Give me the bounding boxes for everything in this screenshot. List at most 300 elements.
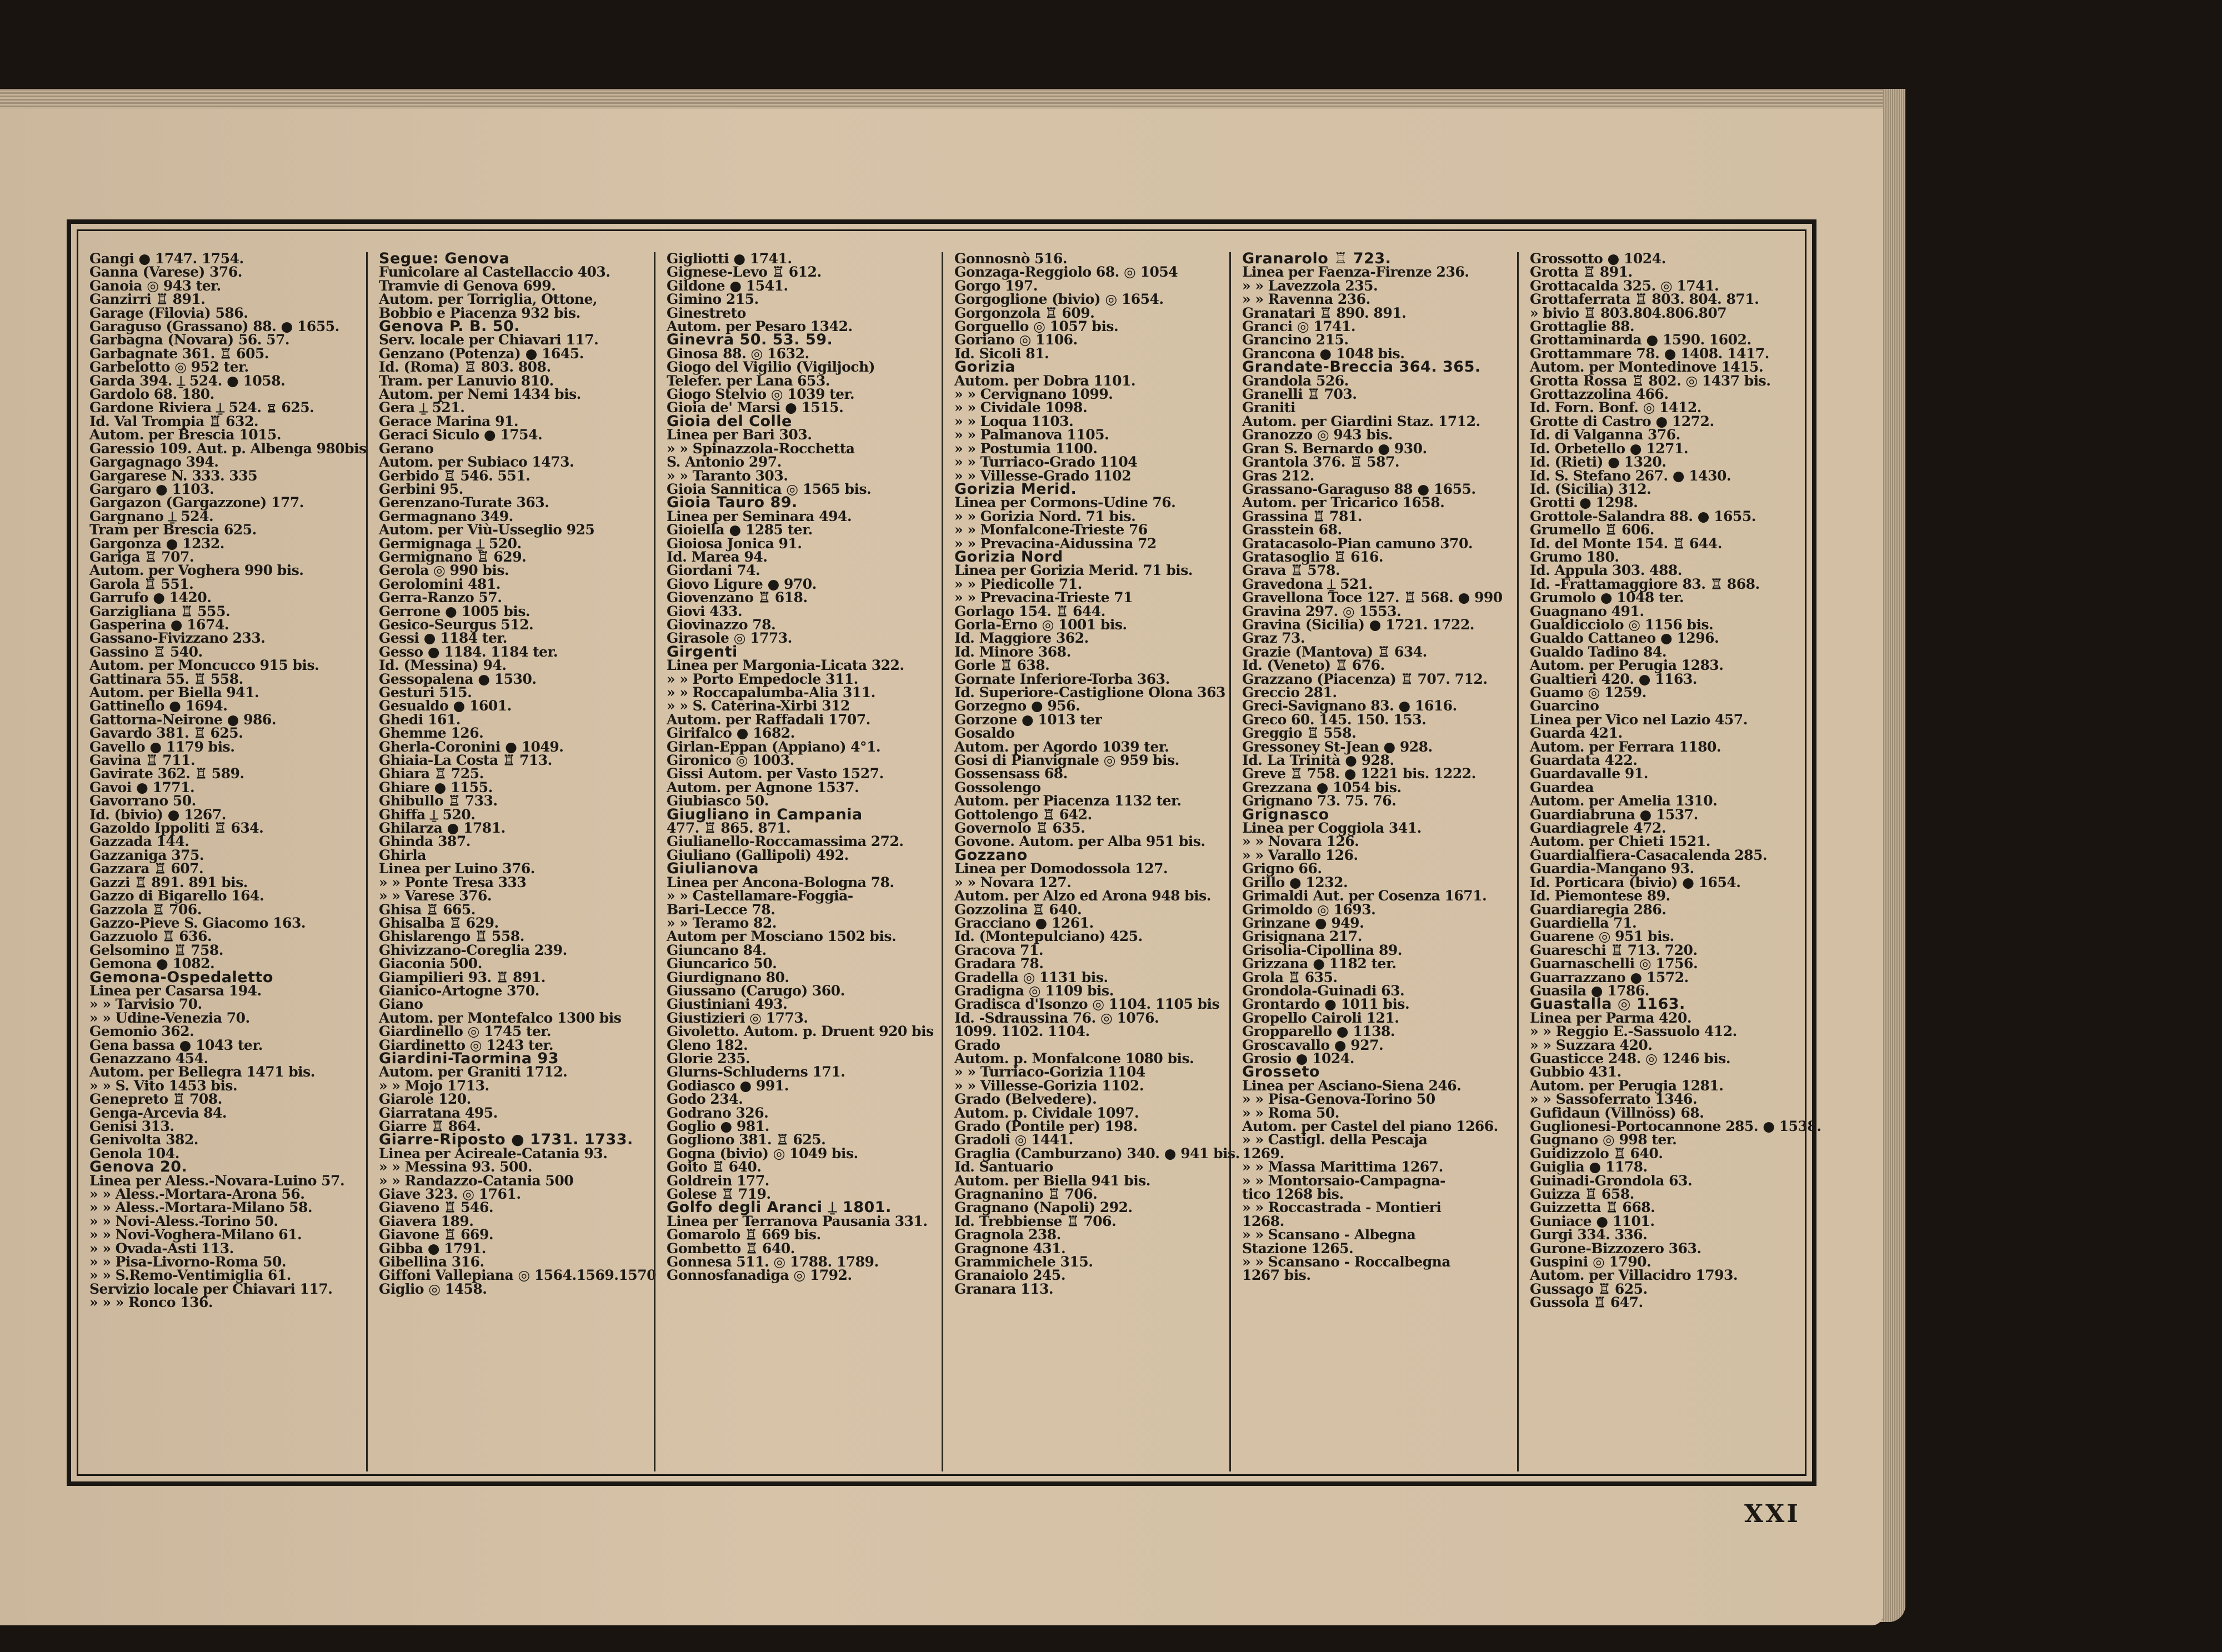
index-entry: Gracova 71. (954, 942, 1044, 958)
index-entry: Ginosa 88. ◎ 1632. (667, 345, 809, 362)
index-entry: Ginevra 50. 53. 59. (667, 331, 833, 349)
index-entry: Guspini ◎ 1790. (1530, 1254, 1652, 1270)
index-entry: Gargazon (Gargazzone) 177. (89, 494, 304, 511)
index-entry: 1268. (1242, 1213, 1284, 1229)
index-entry: 1267 bis. (1242, 1267, 1311, 1284)
index-entry: Tram. per Lanuvio 810. (379, 372, 554, 389)
index-entry: Id. Val Trompia ♖ 632. (89, 413, 259, 429)
index-entry: » » Varallo 126. (1242, 847, 1358, 863)
index-entry: Godrano 326. (667, 1104, 769, 1121)
index-entry: Grottammare 78. ● 1408. 1417. (1530, 345, 1769, 362)
index-column-1 (78, 251, 367, 1471)
index-entry: Garage (Filovia) 586. (89, 304, 248, 321)
index-entry: Guarrazzano ● 1572. (1530, 969, 1689, 985)
index-entry: Grancona ● 1048 bis. (1242, 345, 1405, 362)
index-entry: Autom. per Torriglia, Ottone, (379, 291, 598, 308)
index-entry: » » Spinazzola-Rocchetta (667, 440, 855, 457)
index-entry: Grizzana ● 1182 ter. (1242, 955, 1397, 972)
index-entry: Grotti ● 1298. (1530, 494, 1638, 511)
index-entry: Autom. per Villacidro 1793. (1530, 1267, 1738, 1284)
index-entry: Id. -Frattamaggiore 83. ♖ 868. (1530, 575, 1760, 592)
index-entry: Gargagnago 394. (89, 454, 219, 470)
index-entry: Giaveno ♖ 546. (379, 1199, 494, 1216)
index-entry: Gugnano ◎ 998 ter. (1530, 1132, 1677, 1148)
index-entry: Groscavallo ● 927. (1242, 1037, 1384, 1053)
index-entry: Gradara 78. (954, 955, 1044, 972)
index-entry: Guiglia ● 1178. (1530, 1159, 1648, 1175)
index-entry: Genzano (Potenza) ● 1645. (379, 345, 584, 362)
index-entry: Graz 73. (1242, 630, 1305, 647)
index-entry: Ganoia ◎ 943 ter. (89, 277, 221, 294)
index-entry: Girasole ◎ 1773. (667, 630, 792, 647)
index-entry: Gogna (bivio) ◎ 1049 bis. (667, 1145, 858, 1162)
index-entry: Giarre-Riposto ● 1731. 1733. (379, 1131, 633, 1149)
index-entry: Guardea (1530, 779, 1594, 795)
index-entry: Grantola 376. ♖ 587. (1242, 454, 1400, 470)
index-entry: Guardiella 71. (1530, 914, 1637, 931)
index-entry: » » Ponte Tresa 333 (379, 874, 527, 890)
index-entry: Glurns-Schluderns 171. (667, 1064, 845, 1080)
index-entry: Giulianello-Roccamassima 272. (667, 833, 904, 850)
index-entry: » » Pisa-Genova-Torino 50 (1242, 1091, 1435, 1108)
index-entry: Grignano 73. 75. 76. (1242, 793, 1397, 809)
index-entry: Guarcino (1530, 698, 1599, 714)
index-entry: Giano (379, 996, 423, 1013)
index-entry: Bari-Lecce 78. (667, 901, 775, 918)
index-entry: Grava ♖ 578. (1242, 562, 1340, 579)
index-entry: » » S. Vito 1453 bis. (89, 1077, 238, 1094)
index-entry: Governolo ♖ 635. (954, 820, 1085, 837)
index-entry: Gragnanino ♖ 706. (954, 1186, 1098, 1203)
index-entry: Id. S. Stefano 267. ● 1430. (1530, 467, 1731, 484)
index-entry: Gonnosnò 516. (954, 251, 1068, 267)
index-entry: Guizza ♖ 658. (1530, 1186, 1634, 1203)
index-entry: Giubiasco 50. (667, 793, 769, 809)
index-entry: Gianico-Artogne 370. (379, 982, 539, 999)
index-entry: Grondola-Guinadi 63. (1242, 982, 1405, 999)
index-entry: Giuncano 84. (667, 942, 767, 958)
index-entry: Gragnone 431. (954, 1240, 1066, 1256)
index-entry: Giardini-Taormina 93 (379, 1049, 559, 1067)
index-entry: Gran S. Bernardo ● 930. (1242, 440, 1427, 457)
index-entry: » » Teramo 82. (667, 914, 777, 931)
index-entry: Genova P. B. 50. (379, 318, 521, 336)
page-fore-edge (1883, 89, 1905, 1622)
index-entry: » bivio ♖ 803.804.806.807 (1530, 304, 1727, 321)
index-entry: Grola ♖ 635. (1242, 969, 1338, 985)
index-entry: Autom. p. Cividale 1097. (954, 1104, 1139, 1121)
index-entry: Id. (Rieti) ● 1320. (1530, 454, 1666, 470)
index-entry: Gosi di Pianvignale ◎ 959 bis. (954, 752, 1179, 769)
index-entry: Grado (Belvedere). (954, 1091, 1097, 1108)
index-entry: Id. Porticara (bivio) ● 1654. (1530, 874, 1741, 890)
index-entry: Gena bassa ● 1043 ter. (89, 1037, 263, 1053)
index-entry: » » Loqua 1103. (954, 413, 1074, 429)
index-entry: Autom. per Biella 941 bis. (954, 1172, 1150, 1189)
index-entry: Govone. Autom. per Alba 951 bis. (954, 833, 1205, 850)
index-entry: Granatari ♖ 890. 891. (1242, 304, 1407, 321)
index-entry: Gignese-Levo ♖ 612. (667, 264, 822, 281)
index-entry: Grigno 66. (1242, 860, 1322, 877)
index-entry: » » Aless.-Mortara-Arona 56. (89, 1186, 305, 1203)
index-entry: Guizzetta ♖ 668. (1530, 1199, 1655, 1216)
index-entry: Gussola ♖ 647. (1530, 1294, 1643, 1311)
index-entry: Guglionesi-Portocannone 285. ● 1538. (1530, 1118, 1821, 1134)
index-entry: Gibba ● 1791. (379, 1240, 487, 1256)
index-entry: 1269. (1242, 1145, 1284, 1162)
index-entry: Gavirate 362. ♖ 589. (89, 765, 244, 782)
index-entry: Gerbido ♖ 546. 551. (379, 467, 531, 484)
index-entry: Tram per Brescia 625. (89, 522, 257, 538)
index-entry: Id. Appula 303. 488. (1530, 562, 1682, 579)
index-entry: Id. La Trinità ● 928. (1242, 752, 1394, 769)
index-entry: Autom. per Giardini Staz. 1712. (1242, 413, 1480, 429)
index-entry: Gravedona ⍊ 521. (1242, 575, 1373, 592)
index-entry: Guareschi ♖ 713. 720. (1530, 942, 1698, 958)
index-entry: » » Prevacina-Aidussina 72 (954, 535, 1157, 552)
index-entry: Gemona ● 1082. (89, 955, 215, 972)
index-entry: Autom. per Brescia 1015. (89, 427, 282, 443)
index-entry: Serv. locale per Chiavari 117. (379, 332, 599, 348)
index-entry: Tramvie di Genova 699. (379, 277, 556, 294)
index-entry: Grado (954, 1037, 1000, 1053)
index-entry: Autom. per Viù-Usseglio 925 (379, 522, 595, 538)
index-entry: » » Novara 127. (954, 874, 1072, 890)
index-entry: Gogliono 381. ♖ 625. (667, 1132, 826, 1148)
index-entry: Funicolare al Castellaccio 403. (379, 264, 610, 281)
index-entry: » » Suzzara 420. (1530, 1037, 1653, 1053)
index-entry: » » Reggio E.-Sassuolo 412. (1530, 1023, 1737, 1040)
index-entry: » » Tarvisio 70. (89, 996, 202, 1013)
index-entry: Gargarese N. 333. 335 (89, 467, 258, 484)
index-entry: » » Randazzo-Catania 500 (379, 1172, 574, 1189)
index-entry: Gemonio 362. (89, 1023, 194, 1040)
index-entry: Guniace ● 1101. (1530, 1213, 1655, 1229)
index-entry: Gavello ● 1179 bis. (89, 738, 235, 755)
index-entry: Gorla-Erno ◎ 1001 bis. (954, 616, 1127, 633)
index-entry: Grumolo ● 1048 ter. (1530, 589, 1684, 606)
index-column-5 (1229, 250, 1503, 1471)
index-entry: Giardinello ◎ 1745 ter. (379, 1023, 551, 1040)
index-entry: Golese ♖ 719. (667, 1186, 771, 1203)
index-entry: Gioiosa Jonica 91. (667, 535, 802, 552)
index-entry: » » Gorizia Nord. 71 bis. (954, 508, 1136, 524)
index-entry: 1099. 1102. 1104. (954, 1023, 1090, 1040)
index-entry: Gorizia (954, 358, 1015, 376)
index-entry: Gessi ● 1184 ter. (379, 630, 507, 647)
index-entry: Gerolomini 481. (379, 575, 501, 592)
index-entry: Grontardo ● 1011 bis. (1242, 996, 1410, 1013)
index-entry: Ghislarengo ♖ 558. (379, 928, 524, 945)
index-entry: Gorle ♖ 638. (954, 657, 1050, 674)
index-entry: » » Udine-Venezia 70. (89, 1009, 250, 1026)
index-entry: » » Villesse-Gorizia 1102. (954, 1077, 1144, 1094)
index-entry: Ganna (Varese) 376. (89, 264, 242, 281)
index-entry: Ganzirri ♖ 891. (89, 291, 206, 308)
index-entry: Gracciano ● 1261. (954, 914, 1094, 931)
index-entry: Garbagnate 361. ♖ 605. (89, 345, 269, 362)
index-entry: Gerace Marina 91. (379, 413, 519, 429)
index-entry: Grisolia-Cipollina 89. (1242, 942, 1402, 958)
index-entry: Autom. per Agordo 1039 ter. (954, 738, 1169, 755)
index-entry: Id. -Sdraussina 76. ◎ 1076. (954, 1009, 1159, 1026)
index-entry: Guagnano 491. (1530, 603, 1644, 619)
index-entry: Granci ◎ 1741. (1242, 318, 1356, 335)
index-entry: Linea per Terranova Pausania 331. (667, 1213, 928, 1229)
index-entry: Gualdicciolo ◎ 1156 bis. (1530, 616, 1714, 633)
index-entry: Gioia de' Marsi ● 1515. (667, 399, 844, 416)
index-entry: Gioiella ● 1285 ter. (667, 522, 813, 538)
index-entry: Ghisalba ♖ 629. (379, 914, 499, 931)
index-entry: Autom. per Amelia 1310. (1530, 793, 1718, 809)
index-entry: Girgenti (667, 643, 738, 660)
index-entry: Ghiaia-La Costa ♖ 713. (379, 752, 552, 769)
index-entry: Giarratana 495. (379, 1104, 498, 1121)
index-entry: Ghivizzano-Coreglia 239. (379, 942, 567, 958)
index-entry: Grassano-Garaguso 88 ● 1655. (1242, 480, 1476, 497)
index-entry: Gossolengo (954, 779, 1041, 795)
index-entry: Genisi 313. (89, 1118, 174, 1134)
index-entry: Giffoni Vallepiana ◎ 1564.1569.1570 (379, 1267, 657, 1284)
index-entry: Guardavalle 91. (1530, 765, 1648, 782)
index-entry: Grazie (Mantova) ♖ 634. (1242, 643, 1427, 660)
index-entry: Guardia-Mangano 93. (1530, 860, 1694, 877)
index-entry: Guarene ◎ 951 bis. (1530, 928, 1674, 945)
index-entry: Grandola 526. (1242, 372, 1349, 389)
index-entry: Giuncarico 50. (667, 955, 777, 972)
index-entry: » » Scansano - Albegna (1242, 1227, 1416, 1243)
index-entry: Gualdo Cattaneo ● 1296. (1530, 630, 1719, 647)
index-entry: Id. (bivio) ● 1267. (89, 806, 226, 823)
index-entry: tico 1268 bis. (1242, 1186, 1344, 1203)
index-entry: Gironico ◎ 1003. (667, 752, 794, 769)
index-entry: Guidizzolo ♖ 640. (1530, 1145, 1663, 1162)
index-entry: Id. di Valganna 376. (1530, 427, 1680, 443)
index-entry: Giglio ◎ 1458. (379, 1280, 487, 1297)
index-entry: Giardinetto ◎ 1243 ter. (379, 1037, 554, 1053)
index-entry: » » Castellamare-Foggia- (667, 888, 853, 904)
index-entry: Gariga ♖ 707. (89, 548, 194, 565)
index-entry: Grillo ● 1232. (1242, 874, 1348, 890)
index-entry: Gorguello ◎ 1057 bis. (954, 318, 1119, 335)
index-entry: Ghiara ♖ 725. (379, 765, 484, 782)
index-entry: Gazzola ♖ 706. (89, 901, 202, 918)
index-entry: Autom. per Biella 941. (89, 684, 259, 700)
index-entry: Grottaglie 88. (1530, 318, 1635, 335)
index-entry: Giustiniani 493. (667, 996, 788, 1013)
index-entry: Gussago ♖ 625. (1530, 1280, 1648, 1297)
index-entry: Gorgo 197. (954, 277, 1038, 294)
index-entry: Gavoi ● 1771. (89, 779, 195, 795)
index-entry: Goglio ● 981. (667, 1118, 769, 1134)
index-entry: Grimaldi Aut. per Cosenza 1671. (1242, 888, 1487, 904)
index-entry: » » Villesse-Grado 1102 (954, 467, 1132, 484)
index-entry: Granarolo ♖ 723. (1242, 250, 1392, 267)
index-entry: Graniti (1242, 399, 1295, 416)
index-entry: Grado (Pontile per) 198. (954, 1118, 1138, 1134)
index-entry: Gardone Riviera ⍊ 524. ♖ 625. (89, 399, 314, 416)
index-entry: » » Lavezzola 235. (1242, 277, 1378, 294)
index-entry: Gropparello ● 1138. (1242, 1023, 1395, 1040)
index-entry: Guastalla ◎ 1163. (1530, 995, 1685, 1013)
index-entry: » » Montorsaio-Campagna- (1242, 1172, 1445, 1189)
index-entry: Id. (Messina) 94. (379, 657, 507, 674)
index-entry: » » S. Caterina-Xirbi 312 (667, 698, 850, 714)
page-number: XXI (1744, 1500, 1800, 1528)
index-entry: Gazzi ♖ 891. 891 bis. (89, 874, 248, 890)
index-entry: Gonnosfanadiga ◎ 1792. (667, 1267, 852, 1284)
index-entry: Gangi ● 1747. 1754. (89, 251, 244, 267)
index-entry: Giovinazzo 78. (667, 616, 776, 633)
index-entry: Gibellina 316. (379, 1254, 484, 1270)
index-entry: Grammichele 315. (954, 1254, 1093, 1270)
index-entry: Gratacasolo-Pian camuno 370. (1242, 535, 1473, 552)
index-entry: Gherla-Coronini ● 1049. (379, 738, 564, 755)
index-entry: Grosseto (1242, 1063, 1320, 1081)
index-entry: Giussano (Carugo) 360. (667, 982, 845, 999)
index-entry: Germignano ♖ 629. (379, 548, 527, 565)
index-entry: Gorgonzola ♖ 609. (954, 304, 1095, 321)
index-entry: Guardiagrele 472. (1530, 820, 1666, 837)
index-entry: Gufidaun (Villnöss) 68. (1530, 1104, 1704, 1121)
index-entry: Giovo Ligure ● 970. (667, 575, 817, 592)
index-entry: Granozzo ◎ 943 bis. (1242, 427, 1393, 443)
index-entry: Gorzegno ● 956. (954, 698, 1080, 714)
index-entry: Gradisca d'Isonzo ◎ 1104. 1105 bis (954, 996, 1220, 1013)
index-entry: » » Varese 376. (379, 888, 492, 904)
index-entry: Gazzo di Bigarello 164. (89, 888, 264, 904)
index-entry: Linea per Seminara 494. (667, 508, 852, 524)
index-entry: Grotta Rossa ♖ 802. ◎ 1437 bis. (1530, 372, 1771, 389)
index-entry: Gazzara ♖ 607. (89, 860, 204, 877)
index-entry: Giave 323. ◎ 1761. (379, 1186, 521, 1203)
index-entry: Garessio 109. Aut. p. Albenga 980bis (89, 440, 367, 457)
index-entry: Garzigliana ♖ 555. (89, 603, 231, 619)
index-entry: Gravina 297. ◎ 1553. (1242, 603, 1402, 619)
index-entry: Gualdo Tadino 84. (1530, 643, 1667, 660)
index-entry: Grottazzolina 466. (1530, 386, 1669, 403)
index-entry: Gras 212. (1242, 467, 1314, 484)
index-entry: Greccio 281. (1242, 684, 1337, 700)
index-entry: Granelli ♖ 703. (1242, 386, 1357, 403)
index-entry: Granara 113. (954, 1280, 1054, 1297)
index-entry: » » Turriaco-Gorizia 1104 (954, 1064, 1145, 1080)
index-entry: Guinadi-Grondola 63. (1530, 1172, 1693, 1189)
index-entry: Gassino ♖ 540. (89, 643, 203, 660)
index-entry: Genivolta 382. (89, 1132, 198, 1148)
index-entry: S. Antonio 297. (667, 454, 782, 470)
index-entry: Grisignana 217. (1242, 928, 1362, 945)
index-entry: Gorzone ● 1013 ter (954, 711, 1102, 728)
index-entry: Gioia Sannitica ◎ 1565 bis. (667, 480, 872, 497)
index-entry: Linea per Gorizia Merid. 71 bis. (954, 562, 1193, 579)
index-entry: Ginestreto (667, 304, 746, 321)
index-entry: Gressoney St-Jean ● 928. (1242, 738, 1433, 755)
index-entry: Linea per Luino 376. (379, 860, 536, 877)
index-entry: Id. (Roma) ♖ 803. 808. (379, 359, 551, 376)
index-entry: Gazoldo Ippoliti ♖ 634. (89, 820, 264, 837)
index-entry: Guasila ● 1786. (1530, 982, 1649, 999)
index-entry: Ghibullo ♖ 733. (379, 793, 498, 809)
index-entry: Guardiabruna ● 1537. (1530, 806, 1698, 823)
index-entry: » » Palmanova 1105. (954, 427, 1109, 443)
index-entry: Id. Marea 94. (667, 548, 768, 565)
index-entry: Gozzano (954, 846, 1028, 864)
index-entry: Giovenzano ♖ 618. (667, 589, 808, 606)
index-entry: » » Ovada-Asti 113. (89, 1240, 234, 1256)
index-entry: Gorlago 154. ♖ 644. (954, 603, 1105, 619)
index-entry: Autom. per Bellegra 1471 bis. (89, 1064, 315, 1080)
index-entry: Giovi 433. (667, 603, 743, 619)
index-entry: Autom. per Perugia 1283. (1530, 657, 1724, 674)
index-entry: Giavera 189. (379, 1213, 474, 1229)
index-entry: Gioia Tauro 89. (667, 494, 798, 512)
index-entry: Garola ♖ 551. (89, 575, 194, 592)
index-entry: Autom. per Alzo ed Arona 948 bis. (954, 888, 1211, 904)
index-entry: Id. Forn. Bonf. ◎ 1412. (1530, 399, 1701, 416)
index-entry: Grezzana ● 1054 bis. (1242, 779, 1402, 795)
index-entry: Garrufo ● 1420. (89, 589, 212, 606)
index-entry: Garbelotto ◎ 952 ter. (89, 359, 249, 376)
index-entry: Guardiaregia 286. (1530, 901, 1666, 918)
index-entry: » » Roccapalumba-Alia 311. (667, 684, 875, 700)
index-entry: Germagnano 349. (379, 508, 513, 524)
index-entry: Glorie 235. (667, 1050, 750, 1067)
index-entry: Giampilieri 93. ♖ 891. (379, 969, 546, 985)
index-entry: Genola 104. (89, 1145, 179, 1162)
index-entry: Gravina (Sicilia) ● 1721. 1722. (1242, 616, 1474, 633)
index-entry: Grimoldo ◎ 1693. (1242, 901, 1376, 918)
index-entry: » » Turriaco-Grado 1104 (954, 454, 1138, 470)
index-entry: Gomarolo ♖ 669 bis. (667, 1227, 821, 1243)
index-entry: Grosio ● 1024. (1242, 1050, 1354, 1067)
index-entry: Linea per Faenza-Firenze 236. (1242, 264, 1469, 281)
index-entry: Gorgoglione (bivio) ◎ 1654. (954, 291, 1164, 308)
index-entry: Ghedi 161. (379, 711, 461, 728)
index-entry: Autom. per Raffadali 1707. (667, 711, 870, 728)
index-entry: Gazzaniga 375. (89, 847, 204, 863)
index-entry: Linea per Cormons-Udine 76. (954, 494, 1176, 511)
index-entry: Gattinara 55. ♖ 558. (89, 670, 243, 687)
index-entry: » » Cividale 1098. (954, 399, 1088, 416)
index-entry: Grumo 180. (1530, 548, 1619, 565)
index-entry: Gattinello ● 1694. (89, 698, 228, 714)
index-entry: Gazzo-Pieve S. Giacomo 163. (89, 914, 306, 931)
index-entry: Gera ⍊ 521. (379, 399, 465, 416)
index-entry: Gosaldo (954, 725, 1015, 742)
index-entry: » » Aless.-Mortara-Milano 58. (89, 1199, 313, 1216)
index-entry: Autom. per Chieti 1521. (1530, 833, 1710, 850)
index-entry: Autom. per Subiaco 1473. (379, 454, 574, 470)
index-entry: Gigliotti ● 1741. (667, 251, 792, 267)
index-entry: Germignaga ⍊ 520. (379, 535, 522, 552)
index-entry: Gonnesa 511. ◎ 1788. 1789. (667, 1254, 879, 1270)
index-entry: Gasperina ● 1674. (89, 616, 229, 633)
index-entry: Gardolo 68. 180. (89, 386, 214, 403)
index-entry: Gubbio 431. (1530, 1064, 1622, 1080)
index-entry: Ghemme 126. (379, 725, 484, 742)
index-entry: Id. (Sicilia) 312. (1530, 480, 1652, 497)
index-entry: Autom. per Voghera 990 bis. (89, 562, 304, 579)
index-entry: » » Mojo 1713. (379, 1077, 489, 1094)
index-entry: Grancino 215. (1242, 332, 1349, 348)
index-column-4 (942, 251, 1240, 1471)
index-entry: Giurdignano 80. (667, 969, 789, 985)
index-entry: Grazzano (Piacenza) ♖ 707. 712. (1242, 670, 1488, 687)
index-entry: Gragnano (Napoli) 292. (954, 1199, 1133, 1216)
index-entry: Gazzuolo ♖ 636. (89, 928, 212, 945)
index-entry: Guarnaschelli ◎ 1756. (1530, 955, 1698, 972)
